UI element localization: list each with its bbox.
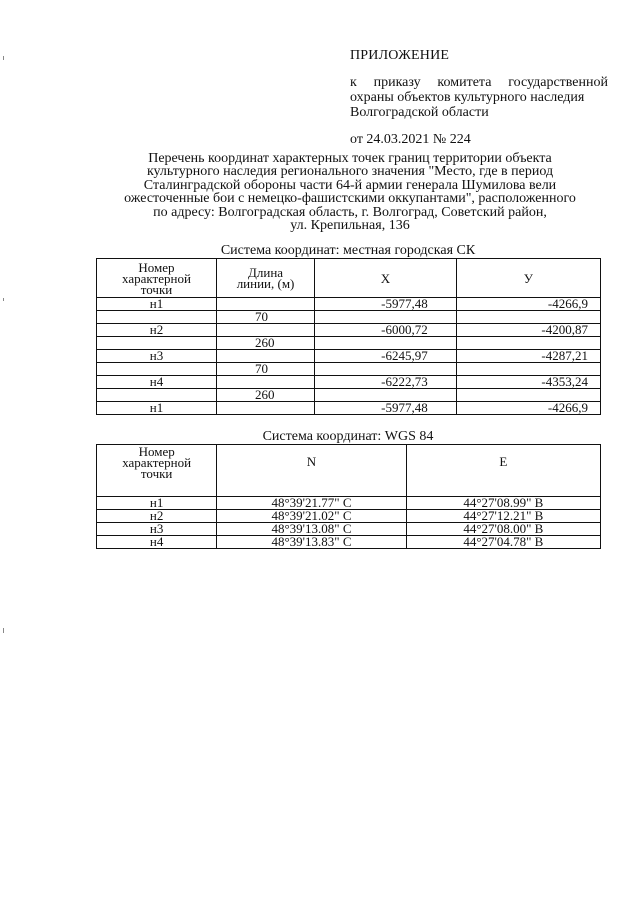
cell-e: 44°27'12.21" В [406,510,600,523]
header-text: точки [140,466,173,481]
cell-length: 260 [216,389,314,402]
cell-n: 48°39'13.83" С [217,536,406,549]
cell-point: н2 [97,324,217,337]
cell-point: н3 [97,523,217,536]
appendix-block [350,48,608,147]
scan-mark [3,56,4,60]
table-row [97,324,601,337]
cell-n: 48°39'21.02" С [217,510,406,523]
cell-x: -6245,97 [315,350,457,363]
header-text: Номер [138,259,175,275]
cell-y: -4266,9 [456,402,600,415]
wgs-coordinates-table [96,444,601,549]
heading-line: ул. Крепильная, 136 [290,218,410,234]
cell-y: -4200,87 [456,324,600,337]
table-row [97,363,601,376]
cell-point: н1 [97,402,217,415]
header-point-number [97,259,217,298]
table-row [97,337,601,350]
table-row [97,376,601,389]
heading-line: культурного наследия регионального значения "Место, где в период [146,164,554,180]
local-table-caption: Система координат: местная городская СК [220,243,476,258]
appendix-order-line: охраны объектов культурного наследия [350,90,585,105]
table-row [97,311,601,324]
cell-e: 44°27'08.00" В [406,523,600,536]
table-row [97,350,601,363]
appendix-date: от 24.03.2021 № 224 [350,132,471,147]
heading-line: Перечень координат характерных точек границ территории объекта [148,151,552,166]
header-x: X [315,259,457,298]
cell-length: 70 [216,311,314,324]
scan-mark [3,628,4,633]
cell-x: -5977,48 [315,402,457,415]
heading-line: по адресу: Волгоградская область, г. Волгоград, Советский район, [153,204,547,220]
header-text: характерной [122,270,191,286]
local-coordinates-table [96,258,601,415]
cell-n: 48°39'13.08" С [217,523,406,536]
header-y: У [456,259,600,298]
header-e: E [406,445,600,497]
header-text: Номер [138,444,175,459]
table-row [97,298,601,311]
header-text: точки [140,281,173,297]
cell-point: н4 [97,376,217,389]
cell-point: н1 [97,497,217,510]
header-point-number [97,445,217,497]
table-row [97,536,601,549]
cell-x: -6222,73 [315,376,457,389]
table-header-row [97,445,601,497]
cell-point: н3 [97,350,217,363]
header-text: линии, (м) [236,276,295,291]
cell-e: 44°27'04.78" В [406,536,600,549]
wgs-table-caption: Система координат: WGS 84 [262,429,434,444]
cell-length: 260 [216,337,314,350]
header-line-length [216,259,314,298]
appendix-order-line: к приказу комитета государственной [350,75,608,90]
cell-y: -4287,21 [456,350,600,363]
table-header-row [97,259,601,298]
appendix-title: ПРИЛОЖЕНИЕ [350,48,450,63]
cell-x: -5977,48 [315,298,457,311]
cell-point: н1 [97,298,217,311]
header-n: N [217,445,406,497]
cell-y: -4353,24 [456,376,600,389]
header-text: Длина [248,265,284,280]
heading-line: ожесточенные бои с немецко-фашистскими оккупантами", расположенного [124,191,576,207]
table-row [97,402,601,415]
document-heading [100,152,600,232]
table-row [97,389,601,402]
cell-point: н2 [97,510,217,523]
header-text: характерной [122,455,192,470]
scan-mark [3,298,4,301]
cell-e: 44°27'08.99" В [406,497,600,510]
cell-length [216,402,314,415]
cell-x: -6000,72 [315,324,457,337]
appendix-order [350,75,608,120]
cell-point: н4 [97,536,217,549]
appendix-order-line: Волгоградской области [350,105,489,120]
cell-length: 70 [216,363,314,376]
heading-line: Сталинградской обороны части 64-й армии генерала Шумилова вели [143,177,557,193]
cell-n: 48°39'21.77" С [217,497,406,510]
cell-y: -4266,9 [456,298,600,311]
